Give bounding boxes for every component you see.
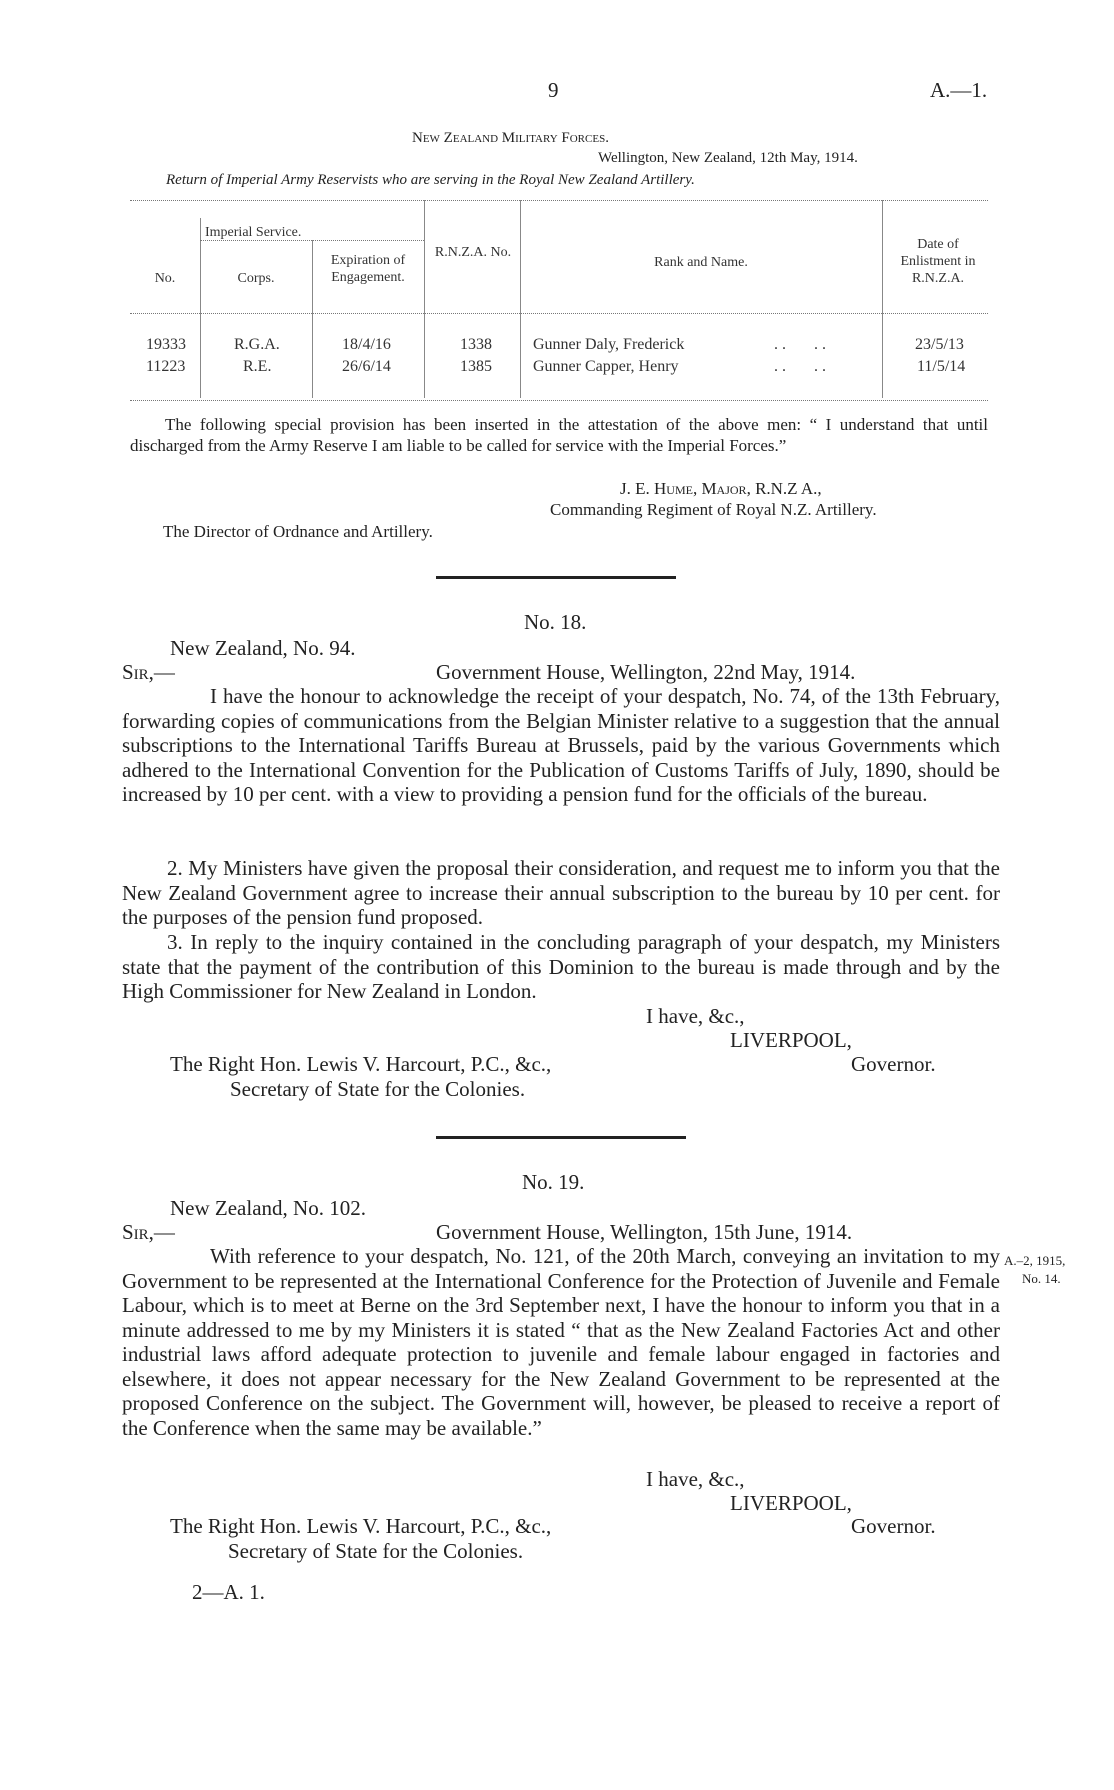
signature-name: [620, 479, 822, 499]
recipient-line: The Right Hon. Lewis V. Harcourt, P.C., &c.,: [170, 1514, 552, 1538]
cell-rank-name: Gunner Daly, Frederick: [533, 336, 685, 353]
letter-paragraph: With reference to your despatch, No. 121, of the 20th March, conveying an invitation to my Government to be represented at the International Conference for the Protection of Juvenile and Female Labour, which is to meet at Berne on the 3rd September next, I have the honour to inform you that in a minute addressed to me by my Ministers it is stated “ that as the New Zealand Factories Act and other industrial laws afford adequate protection to juvenile and female labour engaged in factories and elsewhere, it does not appear necessary for the New Zealand Government to be represented at the proposed Conference on the subject. The Government will, however, be pleased to receive a report of the Conference when the same may be available.”: [122, 1244, 1000, 1440]
signature-name-text: J. E. Hume, Major, R.N.Z A.,: [620, 479, 822, 498]
cell-corps: R.E.: [243, 358, 272, 375]
cell-expiration: 26/6/14: [342, 358, 391, 375]
section-separator: [436, 1136, 686, 1139]
addressee: The Director of Ordnance and Artillery.: [163, 522, 433, 541]
provision-text: The following special provision has been inserted in the attestation of the above men: “ I understand that until discharged from the Army Reserve I am liable to be called for service with the Imperial Forces.”: [130, 415, 988, 455]
group-header-rule: [200, 240, 424, 241]
table-divider: [200, 218, 201, 398]
table-header-rule: [130, 313, 988, 314]
table-bottom-rule: [130, 400, 988, 401]
cell-rnza-no: 1338: [460, 336, 492, 353]
letter-signature-title: Governor.: [851, 1514, 936, 1538]
letter-paragraph: 2. My Ministers have given the proposal their consideration, and request me to inform you that the New Zealand Government agree to increase their annual subscription to the bureau by 10 per cent. for the purposes of the pension fund proposed.: [122, 856, 1000, 929]
letter-signature: LIVERPOOL,: [730, 1491, 852, 1515]
table-divider: [424, 200, 425, 398]
cell-leader-dots: . . . .: [774, 336, 826, 353]
signature-mark: 2—A. 1.: [192, 1580, 265, 1604]
header-no: No.: [154, 271, 176, 286]
header-rank-name: Rank and Name.: [654, 255, 748, 270]
letter-paragraph: 3. In reply to the inquiry contained in the concluding paragraph of your despatch, my Ministers state that the payment of the contribution of this Dominion to the bureau is made through and by the High Commissioner for New Zealand in London.: [122, 930, 1000, 1003]
section-title: New Zealand Military Forces.: [412, 130, 609, 146]
page-number: 9: [548, 78, 559, 102]
section-place-date: Wellington, New Zealand, 12th May, 1914.: [598, 150, 858, 166]
table-divider: [520, 200, 521, 398]
header-expiration: Expiration of Engagement.: [330, 253, 406, 285]
header-imperial-service: Imperial Service.: [205, 225, 302, 240]
section-separator: [436, 576, 676, 579]
margin-note: No. 14.: [1022, 1271, 1061, 1286]
letter-place-date: Government House, Wellington, 15th June, 1914.: [436, 1220, 853, 1244]
cell-date: 11/5/14: [917, 358, 966, 375]
document-reference: A.—1.: [930, 78, 988, 102]
letter-signature: LIVERPOOL,: [730, 1028, 852, 1052]
cell-corps: R.G.A.: [234, 336, 280, 353]
header-corps: Corps.: [237, 271, 275, 286]
salutation: Sir,—: [122, 1220, 175, 1244]
letter-place-date: Government House, Wellington, 22nd May, 1914.: [436, 660, 856, 684]
cell-no: 11223: [146, 358, 186, 375]
cell-date: 23/5/13: [915, 336, 964, 353]
letter-signature-title: Governor.: [851, 1052, 936, 1076]
margin-note: A.–2, 1915,: [1004, 1253, 1066, 1268]
signature-title: Commanding Regiment of Royal N.Z. Artillery.: [550, 500, 877, 519]
letter-number: No. 18.: [524, 610, 587, 634]
letter-reference: New Zealand, No. 102.: [170, 1196, 366, 1220]
cell-expiration: 18/4/16: [342, 336, 391, 353]
header-rnza-no: R.N.Z.A. No.: [434, 245, 512, 260]
table-divider: [882, 200, 883, 398]
recipient-line: Secretary of State for the Colonies.: [228, 1539, 524, 1563]
letter-paragraph: I have the honour to acknowledge the receipt of your despatch, No. 74, of the 13th February, forwarding copies of communications from the Belgian Minister relative to a suggestion that the annual subscriptions to the International Tariffs Bureau at Brussels, paid by the various Governments which adhered to the International Convention for the Publication of Customs Tariffs of July, 1890, should be increased by 10 per cent. with a view to providing a pension fund for the officials of the bureau.: [122, 684, 1000, 806]
cell-leader-dots: . . . .: [774, 358, 826, 375]
letter-closing: I have, &c.,: [646, 1004, 745, 1028]
table-top-rule: [130, 200, 988, 201]
letter-reference: New Zealand, No. 94.: [170, 636, 356, 660]
recipient-line: The Right Hon. Lewis V. Harcourt, P.C., &c.,: [170, 1052, 552, 1076]
letter-closing: I have, &c.,: [646, 1467, 745, 1491]
section-subtitle: Return of Imperial Army Reservists who are serving in the Royal New Zealand Artillery.: [166, 172, 695, 188]
header-date-enlistment: Date of Enlistment in R.N.Z.A.: [900, 237, 976, 286]
cell-rank-name: Gunner Capper, Henry: [533, 358, 679, 375]
recipient-line: Secretary of State for the Colonies.: [230, 1077, 526, 1101]
cell-rnza-no: 1385: [460, 358, 492, 375]
cell-no: 19333: [146, 336, 186, 353]
table-divider: [312, 240, 313, 398]
letter-number: No. 19.: [522, 1170, 585, 1194]
salutation: Sir,—: [122, 660, 175, 684]
